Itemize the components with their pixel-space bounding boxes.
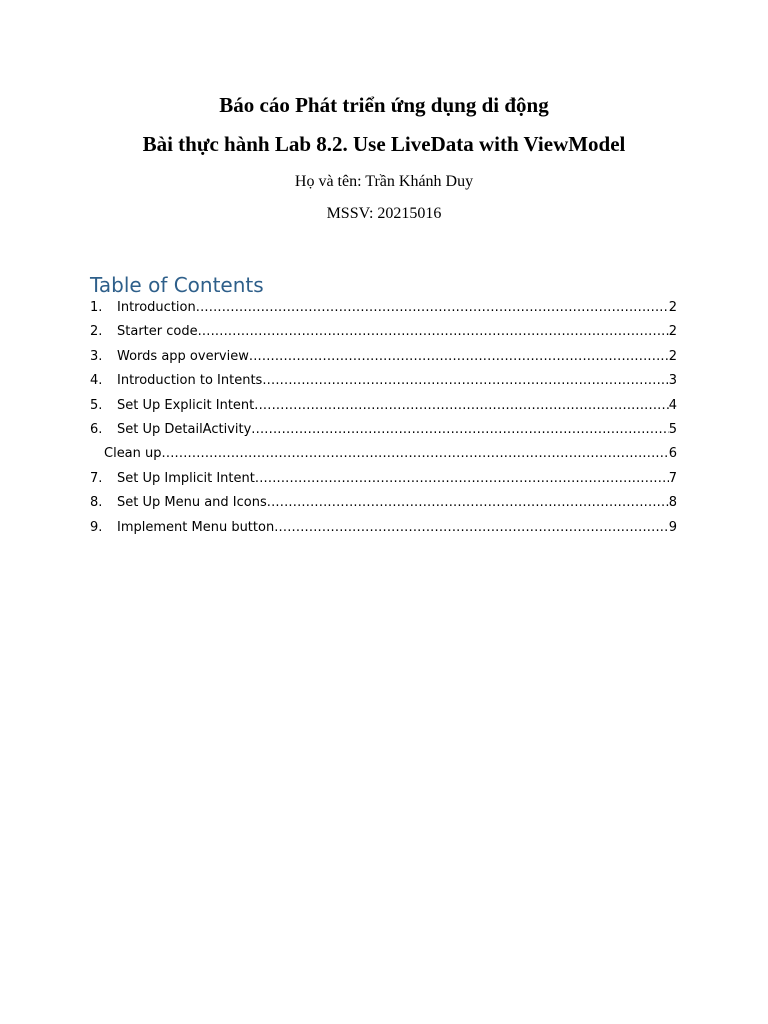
toc-entry[interactable] <box>90 396 677 420</box>
toc-entry-title: Starter code <box>117 324 198 340</box>
toc-entry-title: Set Up Menu and Icons <box>117 495 267 511</box>
toc-entry-page: 2 <box>668 324 677 340</box>
toc-entry-title: Set Up Implicit Intent <box>117 470 255 486</box>
toc-entry-title: Words app overview <box>117 348 249 364</box>
table-of-contents <box>90 298 677 542</box>
toc-entry-title: Introduction to Intents <box>117 373 263 389</box>
toc-entry-page: 2 <box>668 300 677 315</box>
toc-dot-leader <box>198 322 669 342</box>
toc-entry-title: Set Up DetailActivity <box>117 421 252 437</box>
toc-dot-leader <box>249 347 669 367</box>
toc-entry-number: 3. <box>90 348 103 364</box>
toc-entry-number: 5. <box>90 397 103 413</box>
toc-entry-page: 4 <box>668 397 677 413</box>
toc-dot-leader <box>255 469 669 489</box>
toc-entry-number: 7. <box>90 470 103 486</box>
toc-entry-title: Clean up <box>104 446 162 462</box>
toc-entry-number: 9. <box>90 519 103 535</box>
toc-entry-page: 7 <box>668 470 677 486</box>
toc-entry-number: 8. <box>90 495 103 511</box>
toc-entry-page: 3 <box>668 373 677 389</box>
toc-entry[interactable] <box>90 518 677 542</box>
author-name: Họ và tên: Trần Khánh Duy <box>294 173 474 190</box>
toc-heading: Table of Contents <box>90 273 264 297</box>
toc-entry[interactable] <box>90 322 677 346</box>
toc-entry-title: Introduction <box>117 300 196 315</box>
toc-entry-page: 8 <box>668 495 677 511</box>
toc-entry-title: Implement Menu button <box>117 519 275 535</box>
toc-dot-leader <box>254 396 668 416</box>
toc-entry[interactable] <box>90 298 677 322</box>
toc-dot-leader <box>251 420 668 440</box>
toc-entry[interactable] <box>90 420 677 444</box>
toc-entry-page: 5 <box>668 421 677 437</box>
toc-dot-leader <box>274 518 669 538</box>
toc-entry[interactable] <box>90 469 677 493</box>
toc-dot-leader <box>262 371 668 391</box>
report-title: Báo cáo Phát triển ứng dụng di động <box>219 93 549 117</box>
toc-entry-number: 2. <box>90 324 103 340</box>
toc-entry[interactable] <box>90 493 677 517</box>
toc-entry[interactable] <box>90 347 677 371</box>
lab-title: Bài thực hành Lab 8.2. Use LiveData with ViewModel <box>142 132 626 156</box>
toc-entry[interactable] <box>90 444 677 468</box>
toc-entry-number: 6. <box>90 421 103 437</box>
toc-entry-page: 2 <box>668 348 677 364</box>
toc-dot-leader <box>162 444 669 464</box>
student-id: MSSV: 20215016 <box>326 205 442 222</box>
toc-entry-page: 6 <box>668 446 677 462</box>
toc-entry-page: 9 <box>668 519 677 535</box>
toc-dot-leader <box>196 298 669 318</box>
toc-entry-number: 4. <box>90 373 103 389</box>
toc-dot-leader <box>267 493 669 513</box>
toc-entry-number: 1. <box>90 300 103 315</box>
toc-entry[interactable] <box>90 371 677 395</box>
toc-entry-title: Set Up Explicit Intent <box>117 397 255 413</box>
